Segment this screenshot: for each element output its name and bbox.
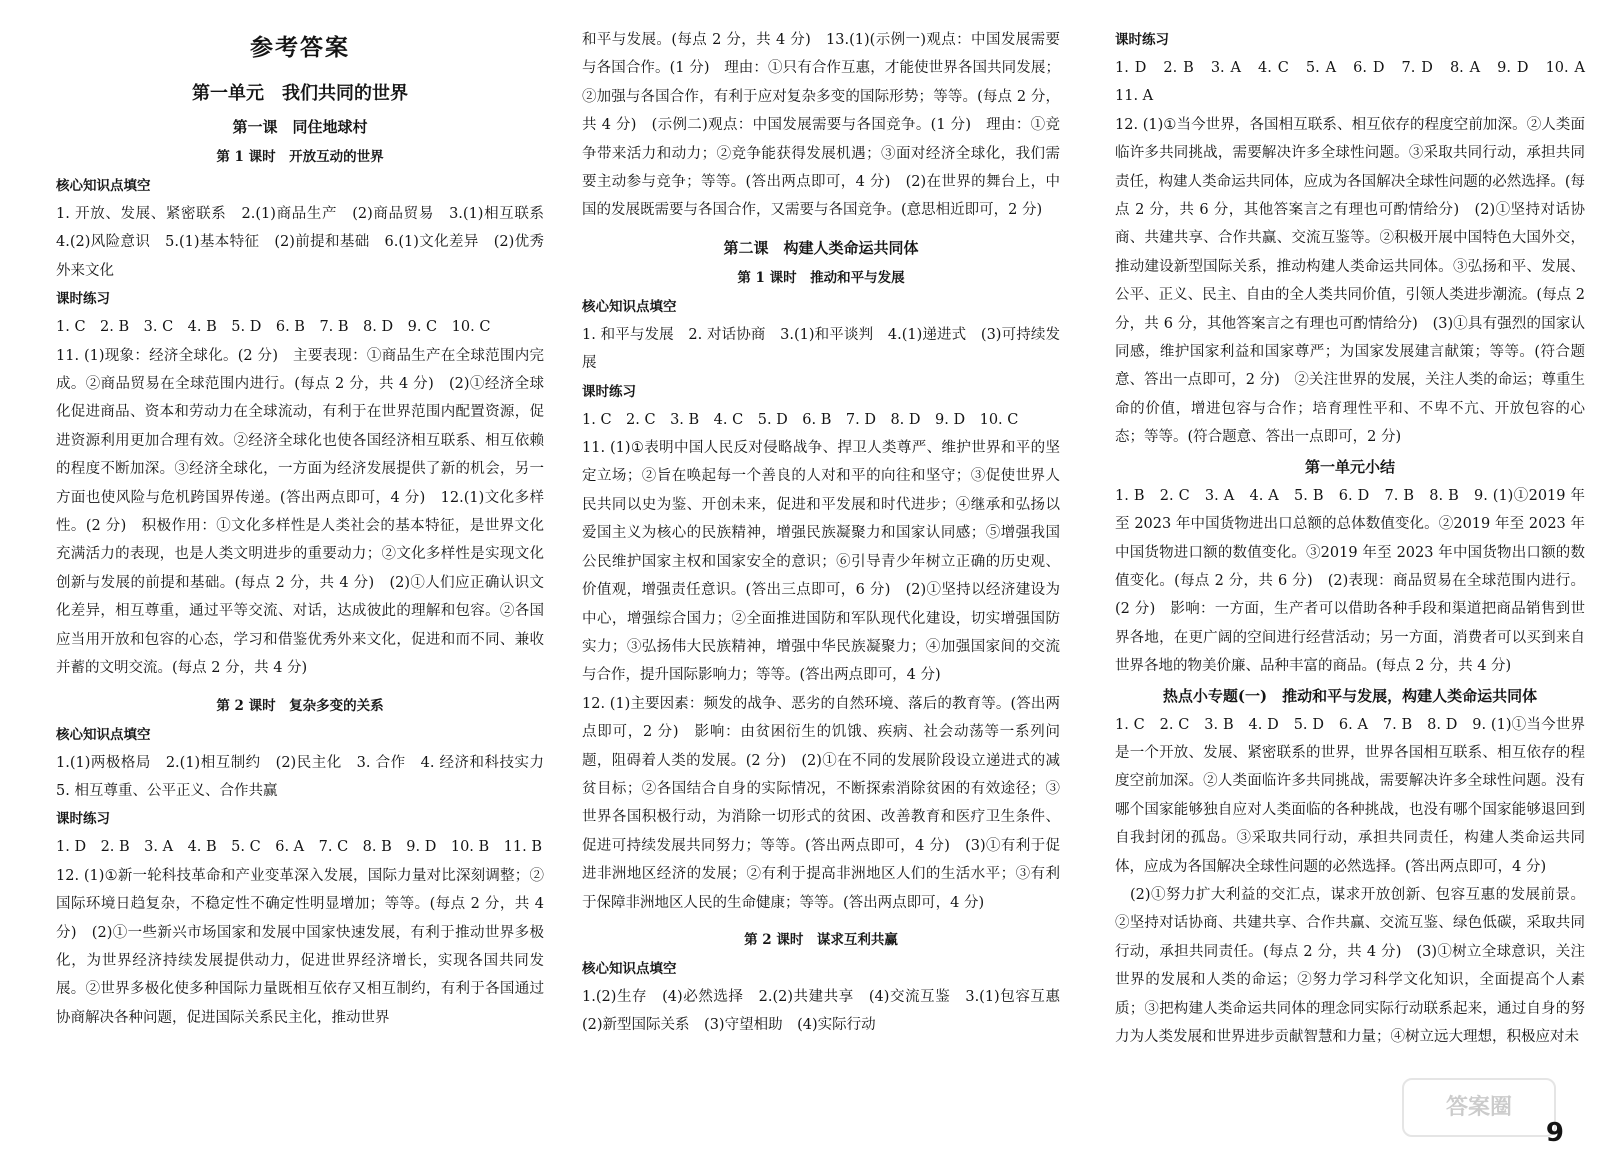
- column-3: [1115, 26, 1585, 1051]
- answer-block: 1.(1)两极格局 2.(1)相互制约 (2)民主化 3. 合作 4. 经济和科技实力 5. 相互尊重、公平正义、合作共赢: [56, 754, 559, 799]
- hot-topic-heading: 热点小专题(一) 推动和平与发展，构建人类命运共同体: [1162, 686, 1538, 705]
- answer-block: 1. D 2. B 3. A 4. C 5. A 6. D 7. D 8. A 9. D 10. A 11. A 12. (1)①当今世界，各国相互联系、相互依存的程度空前加深。②人类面临许多共同挑战，需要解决许多全球性问题。③采取共同行动，承担共同责任，构建人类命运共同体，应成为各国解决全球性问题的必然选择。(每点 2 分，共 6 分，其他答案言之有理也可酌情给分) (2)①坚持对话协商、共建共享、合作共赢、交流互鉴等。②积极开展中国特色大国外交，推动建设新型国际关系，推动构建人类命运共同体。③弘扬和平、发展、公平、正义、民主、自由的全人类共同价值，引领人类进步潮流。(每点 2 分，共 6 分，其他答案言之有理也可酌情给分) (3)①具有强烈的国家认同感，维护国家利益和国家尊严；为国家发展建言献策；等等。(符合题意、答出一点即可，2 分) ②关注世界的发展，关注人类的命运；尊重生命的价值，增进包容与合作；培育理性平和、不卑不亢、开放包容的心态；等等。(符合题意、答出一点即可，2 分): [1115, 60, 1585, 446]
- lesson-heading: 第二课 构建人类命运共同体: [723, 238, 919, 257]
- section-heading: 核心知识点填空: [582, 298, 677, 315]
- section-heading: 课时练习: [56, 811, 110, 828]
- watermark-logo: 答案圈: [1402, 1078, 1556, 1137]
- section-heading: 课时练习: [56, 291, 110, 308]
- answer-block: 1.(2)生存 (4)必然选择 2.(2)共建共享 (4)交流互鉴 3.(1)包容互惠 (2)新型国际关系 (3)守望相助 (4)实际行动: [582, 988, 1075, 1034]
- section-heading: 课时练习: [582, 383, 636, 400]
- section-heading: 核心知识点填空: [582, 960, 677, 977]
- period-heading: 第 1 课时 开放互动的世界: [216, 149, 384, 165]
- page-title: 参考答案: [250, 34, 350, 61]
- column-2: [582, 26, 1075, 1040]
- period-heading: 第 2 课时 谋求互利共赢: [744, 931, 898, 948]
- period-heading: 第 1 课时 推动和平与发展: [737, 269, 905, 286]
- page-number: 9: [1545, 1117, 1564, 1148]
- answer-block: 1. 开放、发展、紧密联系 2.(1)商品生产 (2)商品贸易 3.(1)相互联系 4.(2)风险意识 5.(1)基本特征 (2)前提和基础 6.(1)文化差异 (2)优秀外来文化: [56, 206, 559, 279]
- section-heading: 课时练习: [1115, 32, 1169, 48]
- answer-block: 1. C 2. C 3. B 4. C 5. D 6. B 7. D 8. D 9. D 10. C 11. (1)①表明中国人民反对侵略战争、捍卫人类尊严、维护世界和平的坚定立场；②旨在唤起每一个善良的人对和平的向往和坚守；③促使世界人民共同以史为鉴、开创未来，促进和平发展和时代进步；④继承和弘扬以爱国主义为核心的民族精神，增强民族凝聚力和国家认同感；⑤增强我国公民维护国家主权和国家安全的意识；⑥引导青少年树立正确的历史观、价值观，增强责任意识。(答出三点即可，6 分) (2)①坚持以经济建设为中心，增强综合国力；②全面推进国防和军队现代化建设，切实增强国防实力；③弘扬伟大民族精神，增强中华民族凝聚力；④加强国家间的交流与合作，提升国际影响力；等等。(答出两点即可，4 分) 12. (1)主要因素：频发的战争、恶劣的自然环境、落后的教育等。(答出两点即可，2 分) 影响：由贫困衍生的饥饿、疾病、社会动荡等一系列问题，阻碍着人类的发展。(2 分) (2)①在不同的发展阶段设立递进式的减贫目标；②各国结合自身的实际情况，不断探索消除贫困的有效途径；③世界各国积极行动，为消除一切形式的贫困、改善教育和医疗卫生条件、促进可持续发展共同努力；等等。(答出两点即可，4 分) (3)①有利于促进非洲地区经济的发展；②有利于提高非洲地区人们的生活水平；③有利于保障非洲地区人民的生命健康；等等。(答出两点即可，4 分): [582, 411, 1060, 911]
- section-heading: 核心知识点填空: [56, 178, 151, 194]
- section-heading: 核心知识点填空: [56, 726, 151, 743]
- answer-block: 1. B 2. C 3. A 4. A 5. B 6. D 7. B 8. B 9. (1)①2019 年至 2023 年中国货物进出口总额的总体数值变化。②2019 年至 2023 年中国货物进口额的数值变化。③2019 年至 2023 年中国货物出口额的数值变化。(每点 2 分，共 6 分) (2)表现：商品贸易在全球范围内进行。(2 分) 影响：一方面，生产者可以借助各种手段和渠道把商品销售到世界各地，在更广阔的空间进行经营活动；另一方面，消费者可以买到来自世界各地的物美价廉、品种丰富的商品。(每点 2 分，共 4 分): [1115, 487, 1585, 675]
- answer-block: 1. C 2. B 3. C 4. B 5. D 6. B 7. B 8. D 9. C 10. C 11. (1)现象：经济全球化。(2 分) 主要表现：①商品生产在全球范围内完成。②商品贸易在全球范围内进行。(每点 2 分，共 4 分) (2)①经济全球化促进商品、资本和劳动力在全球流动，有利于在世界范围内配置资源，促进资源利用更加合理有效。②经济全球化也使各国经济相互联系、相互依赖的程度不断加深。③经济全球化，一方面为经济发展提供了新的机会，另一方面也使风险与危机跨国界传递。(答出两点即可，4 分) 12.(1)文化多样性。(2 分) 积极作用：①文化多样性是人类社会的基本特征，是世界文化充满活力的表现，也是人类文明进步的重要动力；②文化多样性是实现文化创新与发展的前提和基础。(每点 2 分，共 4 分) (2)①人们应正确认识文化差异，相互尊重，通过平等交流、对话，达成彼此的理解和包容。②各国应当用开放和包容的心态，学习和借鉴优秀外来文化，促进和而不同、兼收并蓄的文明交流。(每点 2 分，共 4 分): [56, 319, 544, 677]
- answer-block: 和平与发展。(每点 2 分，共 4 分) 13.(1)(示例一)观点：中国发展需要与各国合作。(1 分) 理由：①只有合作互惠，才能使世界各国共同发展；②加强与各国合作，有利于应对复杂多变的国际形势；等等。(每点 2 分，共 4 分) (示例二)观点：中国发展需要与各国竞争。(1 分) 理由：①竞争带来活力和动力；②竞争能获得发展机遇；③面对经济全球化，我们需要主动参与竞争；等等。(答出两点即可，4 分) (2)在世界的舞台上，中国的发展既需要与各国合作，又需要与各国竞争。(意思相近即可，2 分): [582, 32, 1060, 219]
- unit-heading: 第一单元 我们共同的世界: [192, 83, 408, 104]
- period-heading: 第 2 课时 复杂多变的关系: [216, 697, 384, 714]
- answer-block: 1. 和平与发展 2. 对话协商 3.(1)和平谈判 4.(1)递进式 (3)可持续发展: [582, 326, 1060, 372]
- lesson-heading: 第一课 同住地球村: [232, 118, 368, 136]
- answer-block: 1. D 2. B 3. A 4. B 5. C 6. A 7. C 8. B 9. D 10. B 11. B 12. (1)①新一轮科技革命和产业变革深入发展，国际力量对比深刻调整；②国际环境日趋复杂，不稳定性不确定性明显增加；等等。(每点 2 分，共 4 分) (2)①一些新兴市场国家和发展中国家快速发展，有利于推动世界多极化，为世界经济持续发展提供动力，促进世界经济增长，实现各国共同发展。②世界多极化使多种国际力量既相互依存又相互制约，有利于各国通过协商解决各种问题，促进国际关系民主化，推动世界: [56, 839, 544, 1026]
- column-1: [56, 26, 559, 1032]
- answer-block: 1. C 2. C 3. B 4. D 5. D 6. A 7. B 8. D 9. (1)①当今世界是一个开放、发展、紧密联系的世界，世界各国相互联系、相互依存的程度空前加深。②人类面临许多共同挑战，需要解决许多全球性问题。没有哪个国家能够独自应对人类面临的各种挑战，也没有哪个国家能够退回到自我封闭的孤岛。③采取共同行动，承担共同责任，构建人类命运共同体，应成为各国解决全球性问题的必然选择。(答出两点即可，4 分) (2)①努力扩大利益的交汇点，谋求开放创新、包容互惠的发展前景。②坚持对话协商、共建共享、合作共赢、交流互鉴、绿色低碳，采取共同行动，承担共同责任。(每点 2 分，共 4 分) (3)①树立全球意识，关注世界的发展和人类的命运；②努力学习科学文化知识，全面提高个人素质；③把构建人类命运共同体的理念同实际行动联系起来，通过自身的努力为人类发展和世界进步贡献智慧和力量；④树立远大理想，积极应对未: [1115, 716, 1585, 1045]
- summary-heading: 第一单元小结: [1304, 457, 1395, 476]
